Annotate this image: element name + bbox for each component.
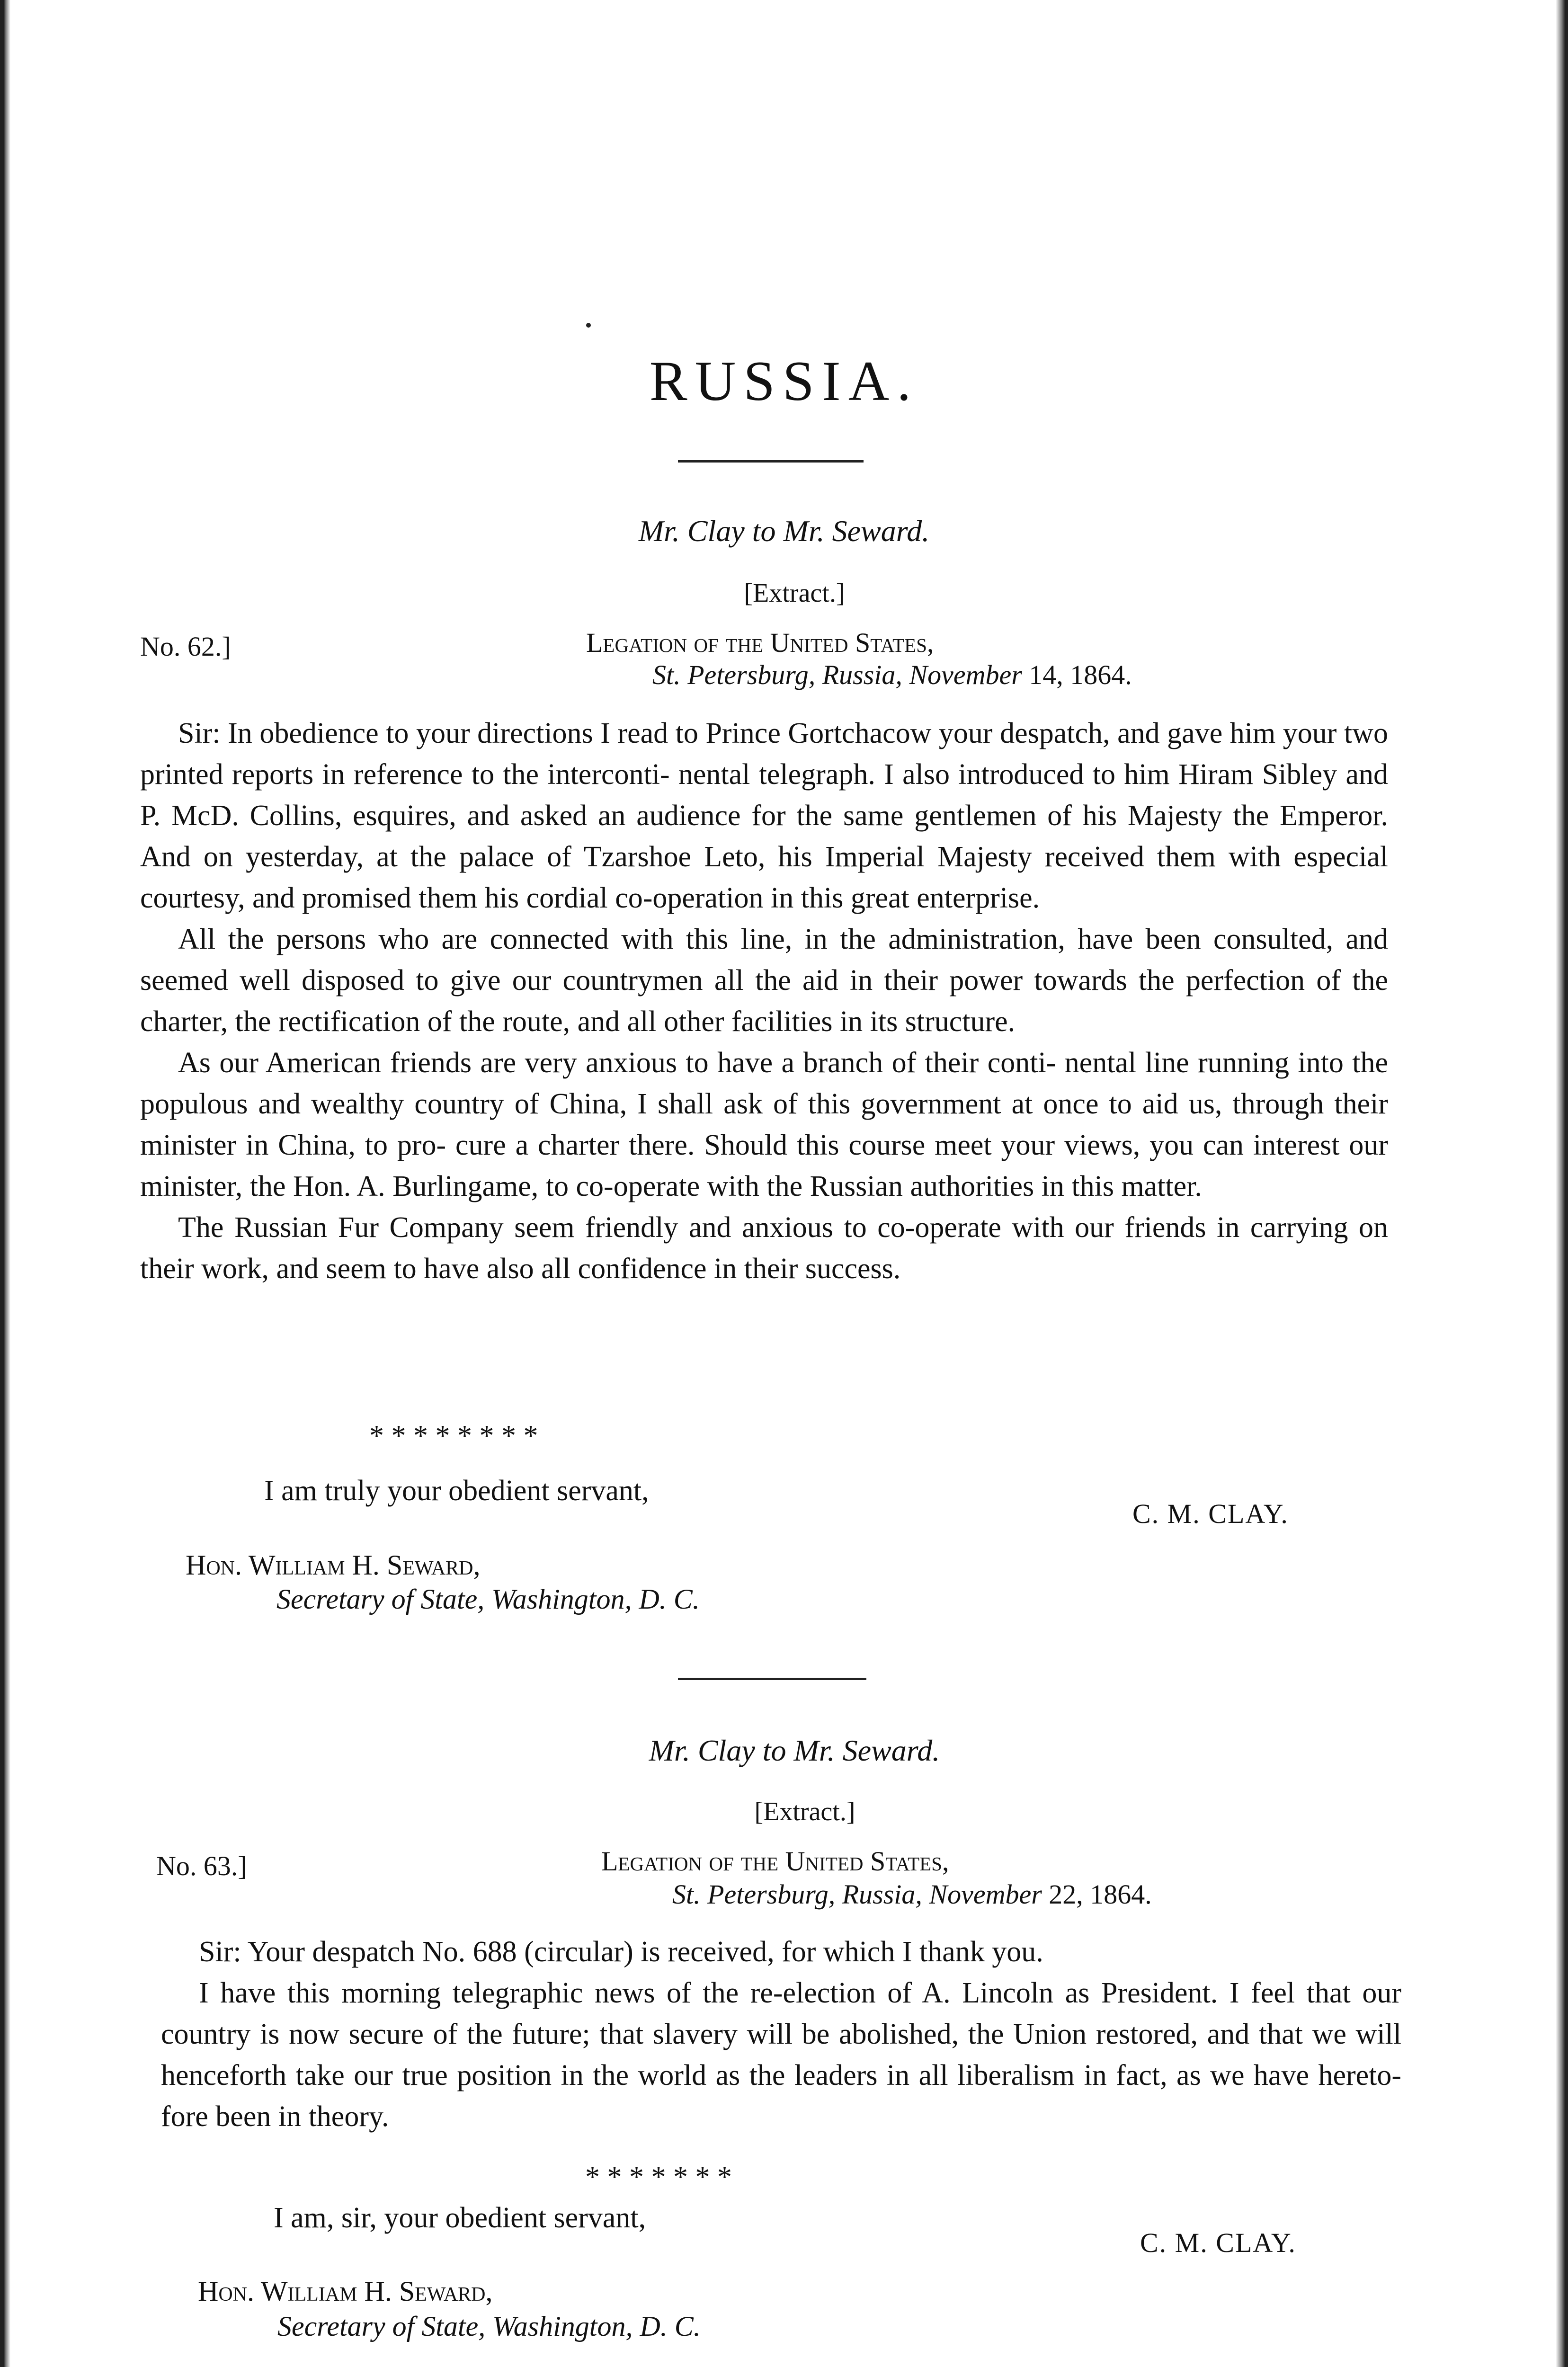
letter-2-legation: Legation of the United States, bbox=[601, 1846, 949, 1877]
letter-1-addressee-name: Hon. William H. Seward, bbox=[186, 1549, 481, 1581]
letter-1-closing: I am truly your obedient servant, bbox=[264, 1475, 649, 1507]
letter-1-paragraph: All the persons who are connected with this line, in the administration, have been consulted, and seemed well disposed to give our countrymen all the aid in their power towards the perfection of the charter, the rectification of the route, and all other facilities in its structure. bbox=[140, 923, 1388, 1038]
letter-2-dateline bbox=[672, 1878, 1152, 1912]
letter-1-body bbox=[140, 713, 1388, 1290]
letter-1-addressee-title-text: Secretary of State, Washington, D. C. bbox=[276, 1584, 700, 1615]
title-rule bbox=[678, 460, 864, 463]
letter-2-addressee-name: Hon. William H. Seward, bbox=[198, 2276, 493, 2307]
letter-1-dateline bbox=[652, 658, 1132, 692]
letter-1-paragraph-text: The Russian Fur Company seem friendly and anxious to co-operate with our friends in carrying on their work, and seem to have also all confidence in their success. bbox=[140, 1211, 1388, 1285]
letter-1-number: No. 62.] bbox=[140, 631, 231, 662]
letter-1-place: St. Petersburg, Russia, November bbox=[652, 659, 1022, 690]
letter-1-legation: Legation of the United States, bbox=[586, 627, 934, 658]
section-rule bbox=[678, 1678, 866, 1680]
letter-1-paragraph: As our American friends are very anxious to have a branch of their conti- nental line running into the populous and wealthy country of China, I shall ask of this government at once to aid us, through their minister in China, to pro- cure a charter there. Should this course meet your views, you can interest our minister, the Hon. A. Burlingame, to co-operate with the Russian authorities in this matter. bbox=[140, 1047, 1388, 1202]
letter-1-paragraph: Sir: In obedience to your directions I read to Prince Gortchacow your despatch, and gave him your two printed reports in reference to the interconti- nental telegraph. I also introduced to him Hiram Sibley and P. McD. Collins, esquires, and asked an audience for the same gentlemen of his Majesty the Emperor. And on yesterday, at the palace of Tzarshoe Leto, his Imperial Majesty received them with especial courtesy, and promised them his cordial co-operation in this great enterprise. bbox=[140, 717, 1388, 914]
letter-1-signature: C. M. CLAY. bbox=[1132, 1498, 1289, 1529]
letter-1-paragraph bbox=[140, 1207, 1388, 1290]
letter-1-addressee-title bbox=[276, 1580, 700, 1618]
letter-2-ellipsis-stars: * * * * * * * bbox=[585, 2161, 732, 2193]
letter-1-ellipsis-stars: * * * * * * * * bbox=[369, 1420, 538, 1452]
letter-1-date: 14, 1864. bbox=[1029, 659, 1132, 690]
letter-2-paragraph: Sir: Your despatch No. 688 (circular) is received, for which I thank you. bbox=[199, 1936, 1043, 1968]
letter-2-heading: Mr. Clay to Mr. Seward. bbox=[649, 1734, 940, 1767]
letter-2-addressee-title bbox=[277, 2307, 701, 2345]
letter-2-number: No. 63.] bbox=[156, 1851, 247, 1881]
letter-2-extract-label: [Extract.] bbox=[754, 1797, 855, 1826]
letter-2-closing: I am, sir, your obedient servant, bbox=[274, 2202, 646, 2234]
letter-1-heading: Mr. Clay to Mr. Seward. bbox=[638, 514, 930, 548]
letter-2-paragraph-text: I have this morning telegraphic news of the re-election of A. Lincoln as President. I feel that our country is now secure of the future; that slavery will be abolished, the Union restored, and that we will henceforth take our true position in the world as the leaders in all liberalism in fact, as we have hereto- fore been in theory. bbox=[161, 1977, 1401, 2133]
page-title: RUSSIA. bbox=[649, 349, 919, 412]
letter-2-body bbox=[161, 1931, 1401, 2137]
letter-1-extract-label: [Extract.] bbox=[744, 578, 845, 608]
ink-speck bbox=[586, 323, 591, 328]
letter-2-date: 22, 1864. bbox=[1049, 1879, 1152, 1910]
letter-2-addressee-title-text: Secretary of State, Washington, D. C. bbox=[277, 2311, 701, 2342]
letter-2-paragraph bbox=[161, 1973, 1401, 2137]
letter-2-signature: C. M. CLAY. bbox=[1140, 2227, 1296, 2258]
letter-2-place: St. Petersburg, Russia, November bbox=[672, 1879, 1042, 1910]
